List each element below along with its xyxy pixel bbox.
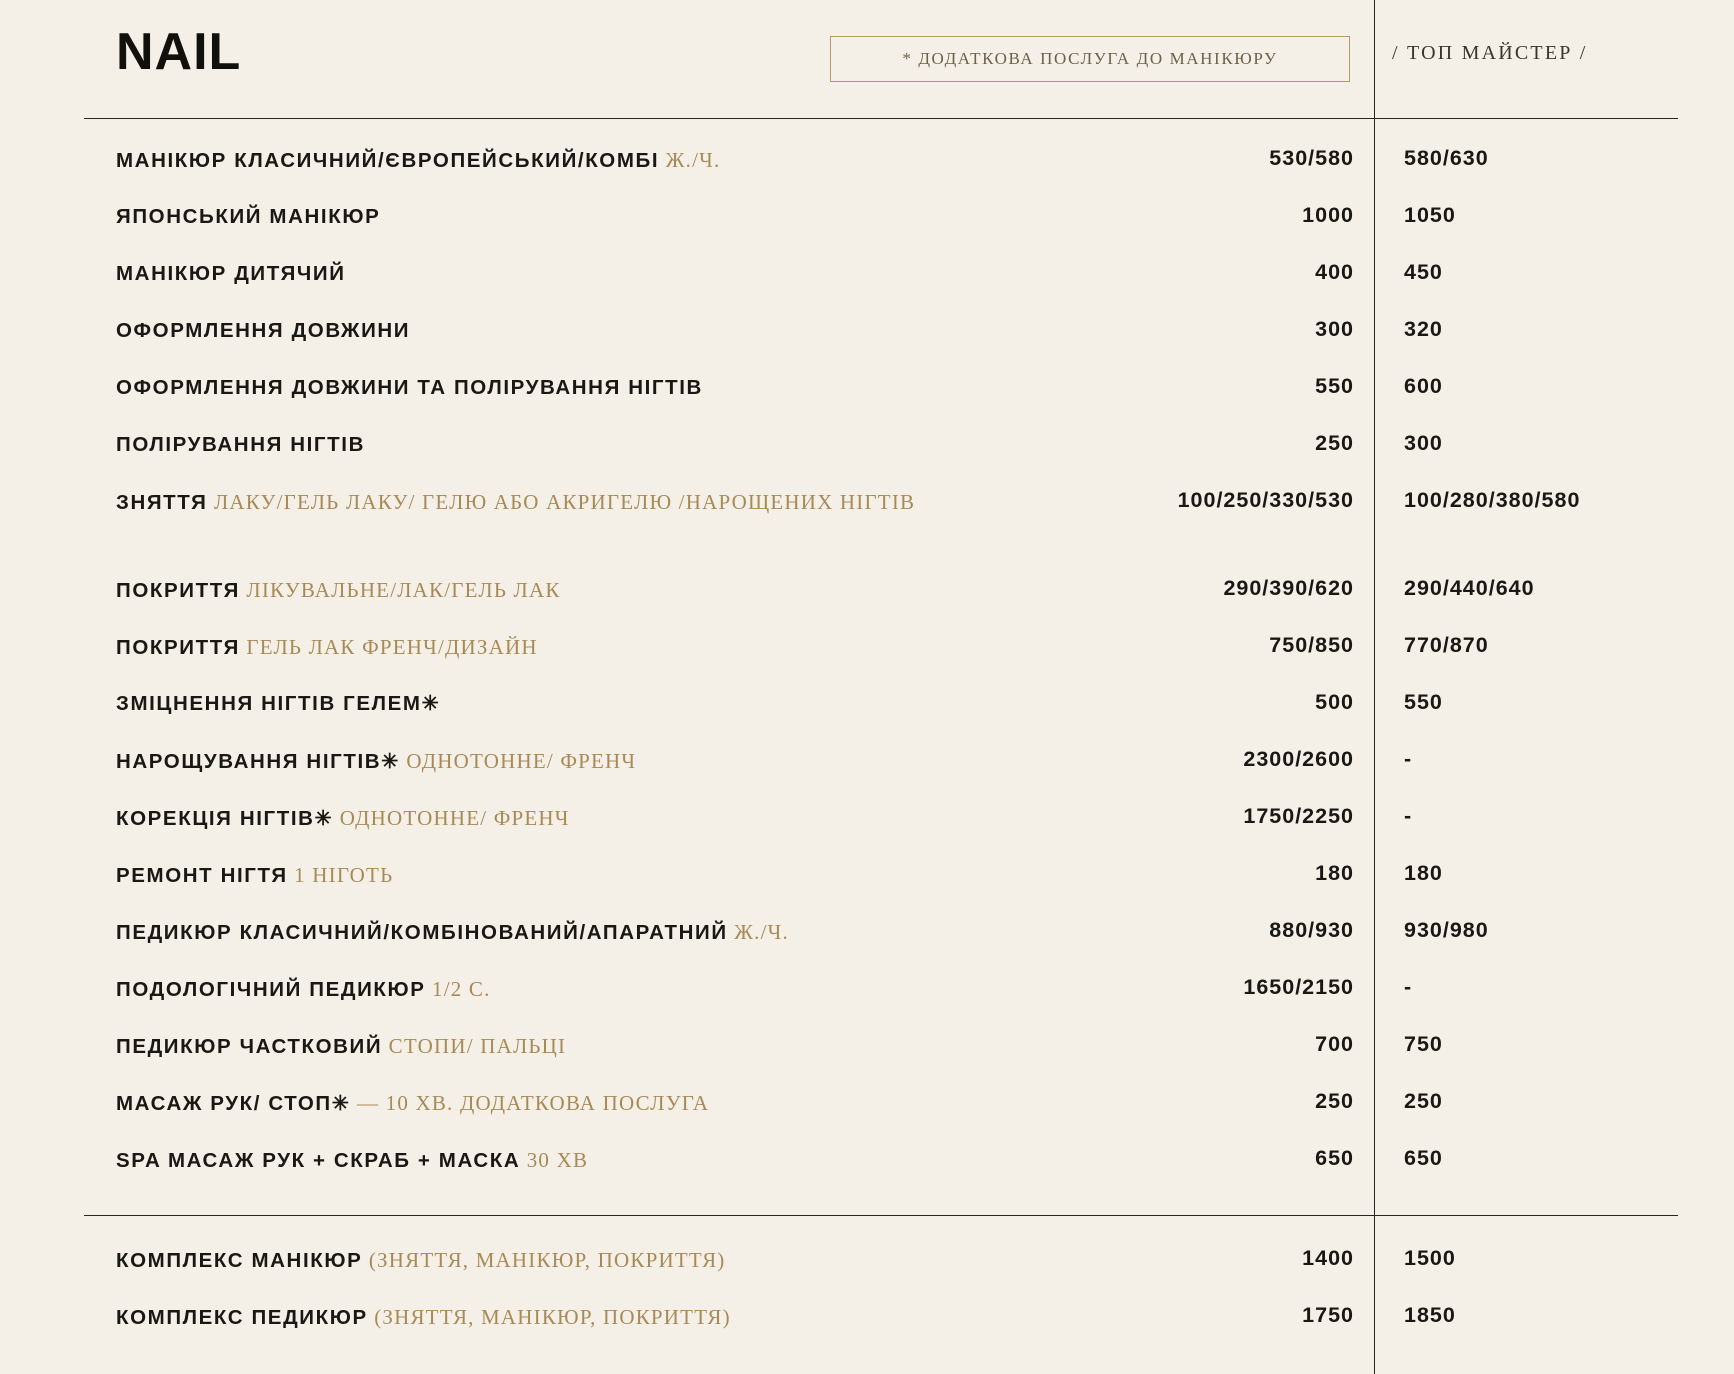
service-price-top-master: 320 — [1404, 317, 1443, 341]
service-title: ОФОРМЛЕННЯ ДОВЖИНИ ТА ПОЛІРУВАННЯ НІГТІВ — [116, 376, 703, 399]
service-price: 290/390/620 — [1223, 576, 1354, 600]
service-name — [116, 1089, 1016, 1118]
service-price: 1000 — [1302, 203, 1354, 227]
service-title: РЕМОНТ НІГТЯ — [116, 864, 288, 887]
service-note: ЛАКУ/ГЕЛЬ ЛАКУ/ ГЕЛЮ АБО АКРИГЕЛЮ /НАРОЩЕНИХ НІГТІВ — [207, 490, 916, 514]
service-price: 1750 — [1302, 1303, 1354, 1327]
service-title: ПОЛІРУВАННЯ НІГТІВ — [116, 433, 365, 456]
service-title: ПЕДИКЮР ЧАСТКОВИЙ — [116, 1035, 383, 1058]
service-title: ЯПОНСЬКИЙ МАНІКЮР — [116, 205, 381, 228]
service-title: НАРОЩУВАННЯ НІГТІВ✳ — [116, 750, 400, 773]
service-row — [0, 619, 1734, 676]
service-note: 30 ХВ — [520, 1148, 589, 1172]
service-price-top-master: 550 — [1404, 690, 1443, 714]
service-row — [0, 474, 1734, 562]
service-price: 300 — [1315, 317, 1354, 341]
price-list-header — [0, 0, 1734, 112]
service-name — [116, 1032, 1016, 1061]
service-note: 1/2 С. — [425, 977, 491, 1001]
service-price-top-master: - — [1404, 975, 1413, 999]
service-price: 1650/2150 — [1243, 975, 1354, 999]
service-row — [0, 790, 1734, 847]
service-price: 530/580 — [1269, 146, 1354, 170]
service-note: 1 НІГОТЬ — [287, 863, 394, 887]
service-price: 250 — [1315, 1089, 1354, 1113]
service-name — [116, 576, 1016, 605]
service-price: 400 — [1315, 260, 1354, 284]
header-divider — [84, 118, 1678, 119]
service-name — [116, 690, 1016, 718]
service-row — [0, 1289, 1734, 1346]
service-price-top-master: - — [1404, 804, 1413, 828]
service-price: 250 — [1315, 431, 1354, 455]
complex-list — [0, 1232, 1734, 1346]
service-title: КОРЕКЦІЯ НІГТІВ✳ — [116, 807, 334, 830]
service-name — [116, 918, 1016, 947]
service-title: SPA МАСАЖ РУК + СКРАБ + МАСКА — [116, 1149, 521, 1172]
service-note: СТОПИ/ ПАЛЬЦІ — [382, 1034, 567, 1058]
service-name — [116, 146, 1016, 175]
service-price-top-master: 930/980 — [1404, 918, 1489, 942]
service-row — [0, 847, 1734, 904]
service-price-top-master: 1050 — [1404, 203, 1456, 227]
service-price-top-master: 600 — [1404, 374, 1443, 398]
service-price: 700 — [1315, 1032, 1354, 1056]
service-note: ОДНОТОННЕ/ ФРЕНЧ — [333, 806, 570, 830]
additional-service-note-label: * ДОДАТКОВА ПОСЛУГА ДО МАНІКЮРУ — [902, 49, 1278, 68]
service-name — [116, 1146, 1016, 1175]
service-name — [116, 1246, 1016, 1275]
service-price-top-master: 100/280/380/580 — [1404, 488, 1581, 512]
service-row — [0, 303, 1734, 360]
service-price-top-master: 770/870 — [1404, 633, 1489, 657]
service-note: (ЗНЯТТЯ, МАНІКЮР, ПОКРИТТЯ) — [362, 1248, 726, 1272]
service-name — [116, 317, 1016, 345]
service-price-top-master: 650 — [1404, 1146, 1443, 1170]
service-price-top-master: 580/630 — [1404, 146, 1489, 170]
service-price: 550 — [1315, 374, 1354, 398]
service-row — [0, 1232, 1734, 1289]
service-price: 1750/2250 — [1243, 804, 1354, 828]
service-price: 1400 — [1302, 1246, 1354, 1270]
service-price: 180 — [1315, 861, 1354, 885]
service-row — [0, 189, 1734, 246]
service-title: КОМПЛЕКС ПЕДИКЮР — [116, 1306, 368, 1329]
service-price-top-master: 250 — [1404, 1089, 1443, 1113]
service-row — [0, 246, 1734, 303]
service-price-top-master: - — [1404, 747, 1413, 771]
service-row — [0, 904, 1734, 961]
service-price-top-master: 290/440/640 — [1404, 576, 1535, 600]
service-row — [0, 132, 1734, 189]
service-name — [116, 431, 1016, 459]
service-row — [0, 676, 1734, 733]
service-note: Ж./Ч. — [659, 148, 721, 172]
service-price-top-master: 180 — [1404, 861, 1443, 885]
service-row — [0, 562, 1734, 619]
service-name — [116, 861, 1016, 890]
service-price-top-master: 450 — [1404, 260, 1443, 284]
service-row — [0, 1018, 1734, 1075]
service-name — [116, 633, 1016, 662]
service-note: ОДНОТОННЕ/ ФРЕНЧ — [399, 749, 637, 773]
service-row — [0, 1075, 1734, 1132]
service-name — [116, 260, 1016, 288]
additional-service-note — [830, 36, 1350, 82]
service-title: МАНІКЮР ДИТЯЧИЙ — [116, 262, 346, 285]
service-list — [0, 132, 1734, 1189]
service-title: ПОКРИТТЯ — [116, 579, 240, 602]
service-note: (ЗНЯТТЯ, МАНІКЮР, ПОКРИТТЯ) — [367, 1305, 731, 1329]
service-price: 750/850 — [1269, 633, 1354, 657]
service-name — [116, 488, 1016, 517]
service-row — [0, 961, 1734, 1018]
service-title: ОФОРМЛЕННЯ ДОВЖИНИ — [116, 319, 411, 342]
service-price-top-master: 300 — [1404, 431, 1443, 455]
service-price-top-master: 1500 — [1404, 1246, 1456, 1270]
service-name — [116, 1303, 1016, 1332]
service-note: ЛІКУВАЛЬНЕ/ЛАК/ГЕЛЬ ЛАК — [239, 578, 561, 602]
service-title: КОМПЛЕКС МАНІКЮР — [116, 1249, 363, 1272]
service-row — [0, 417, 1734, 474]
service-row — [0, 1132, 1734, 1189]
service-note: Ж./Ч. — [727, 920, 789, 944]
service-title: ПЕДИКЮР КЛАСИЧНИЙ/КОМБІНОВАНИЙ/АПАРАТНИЙ — [116, 921, 728, 944]
service-title: ПОКРИТТЯ — [116, 636, 240, 659]
service-row — [0, 733, 1734, 790]
service-name — [116, 374, 1016, 402]
service-price: 100/250/330/530 — [1177, 488, 1354, 512]
service-title: МАСАЖ РУК/ СТОП✳ — [116, 1092, 351, 1115]
brand-logo: NAIL — [116, 23, 242, 81]
service-price-top-master: 1850 — [1404, 1303, 1456, 1327]
service-title: ЗМІЦНЕННЯ НІГТІВ ГЕЛЕМ✳ — [116, 692, 441, 715]
service-price: 500 — [1315, 690, 1354, 714]
top-master-column-header: / ТОП МАЙСТЕР / — [1392, 42, 1588, 64]
service-price: 650 — [1315, 1146, 1354, 1170]
service-title: ПОДОЛОГІЧНИЙ ПЕДИКЮР — [116, 978, 426, 1001]
service-title: МАНІКЮР КЛАСИЧНИЙ/ЄВРОПЕЙСЬКИЙ/КОМБІ — [116, 149, 660, 172]
service-note: ГЕЛЬ ЛАК ФРЕНЧ/ДИЗАЙН — [239, 635, 538, 659]
service-price-top-master: 750 — [1404, 1032, 1443, 1056]
service-name — [116, 747, 1016, 776]
service-name — [116, 203, 1016, 231]
service-note: — 10 ХВ. ДОДАТКОВА ПОСЛУГА — [350, 1091, 710, 1115]
service-row — [0, 360, 1734, 417]
service-name — [116, 975, 1016, 1004]
complex-divider — [84, 1215, 1678, 1216]
service-price: 2300/2600 — [1243, 747, 1354, 771]
service-name — [116, 804, 1016, 833]
service-price: 880/930 — [1269, 918, 1354, 942]
service-title: ЗНЯТТЯ — [116, 491, 208, 514]
